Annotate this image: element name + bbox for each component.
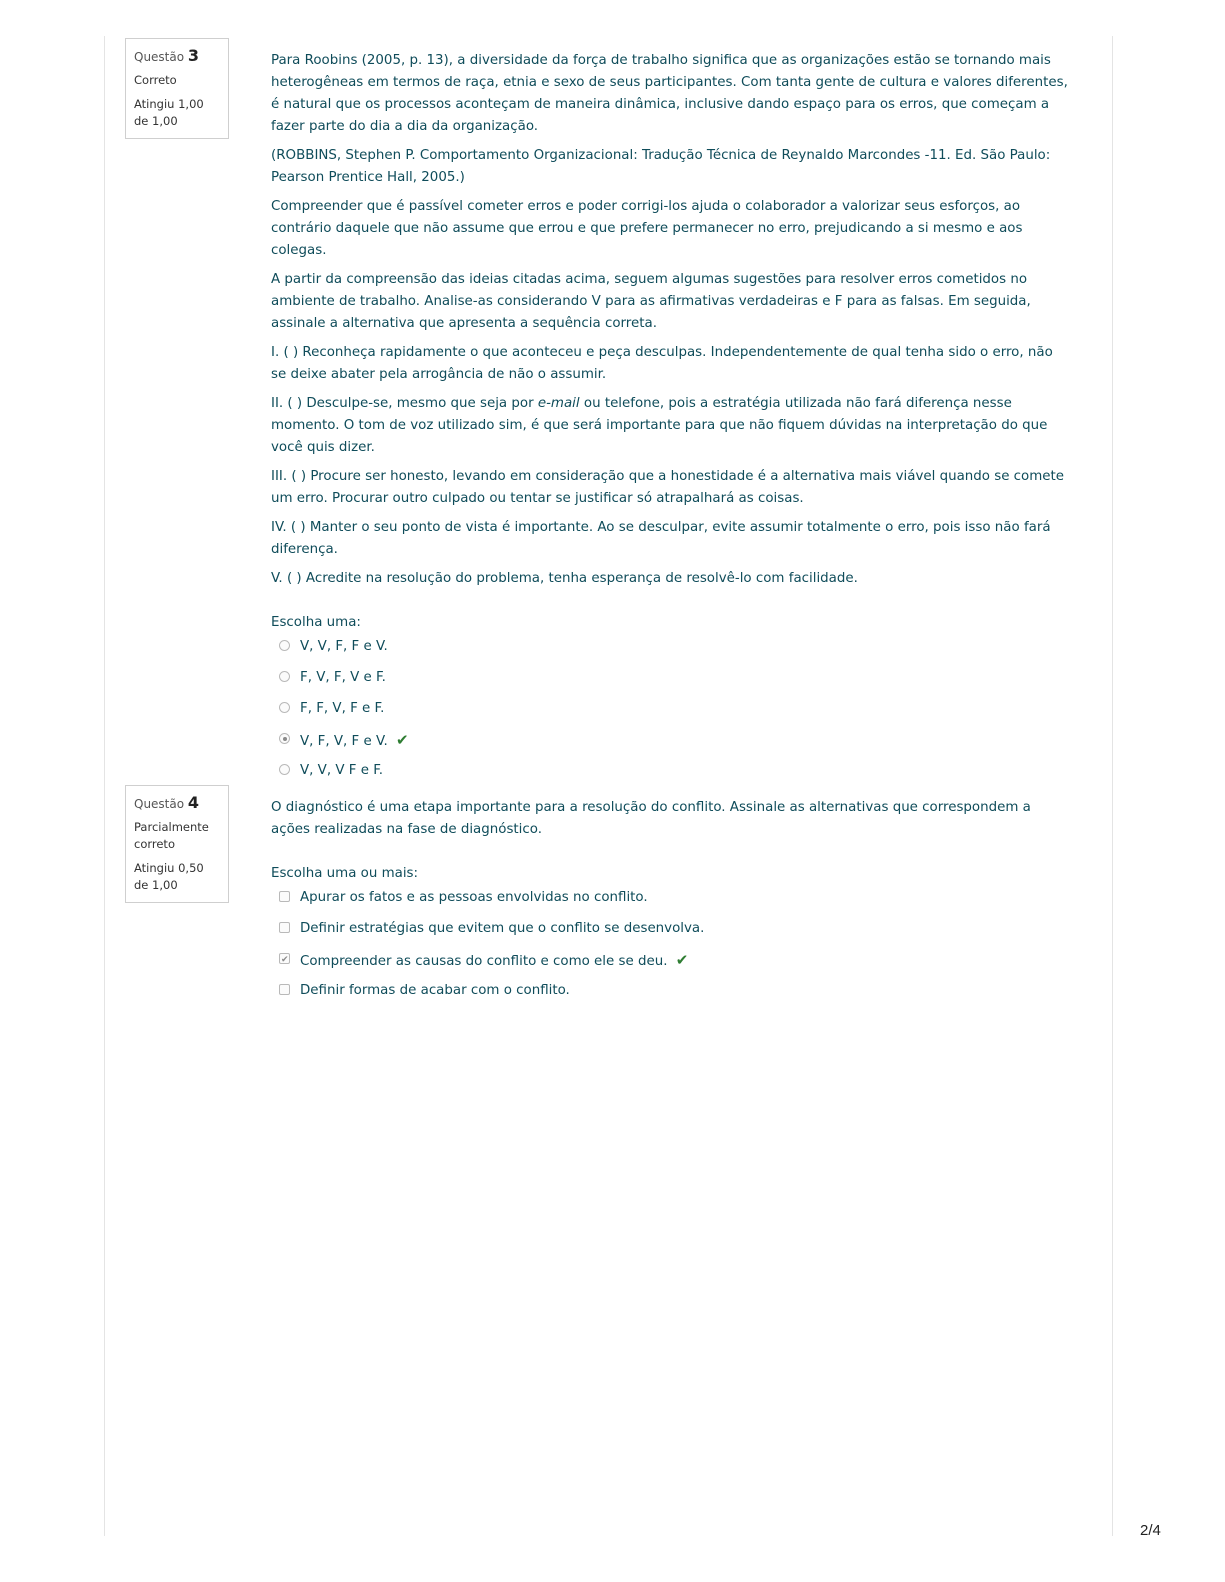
option-label: V, V, V F e F. [300, 763, 384, 778]
question-3-prompt: Escolha uma: [271, 615, 361, 630]
answer-option-selected[interactable] [271, 949, 1071, 980]
check-icon: ✔ [675, 951, 689, 969]
page-frame-left-border [104, 36, 105, 1536]
question-number: 3 [187, 46, 200, 65]
question-4-info [125, 785, 229, 903]
radio-button[interactable] [279, 764, 290, 775]
option-label: Compreender as causas do conflito e como ele se deu. [300, 954, 668, 969]
question-3-answer-options [271, 636, 1071, 791]
question-3-item-3: III. ( ) Procure ser honesto, levando em consideração que a honestidade é a alternativa mais viável quando se comete um erro. Procurar outro culpado ou tentar se justificar só atrapalhará as coisas. [271, 469, 1065, 506]
answer-option[interactable] [271, 667, 1071, 698]
answer-option[interactable] [271, 980, 1071, 1011]
question-number: 4 [187, 793, 200, 812]
radio-button[interactable] [279, 640, 290, 651]
question-3-grade: Atingiu 1,00 de 1,00 [134, 97, 204, 128]
question-3-formulation [271, 50, 1071, 791]
answer-option[interactable] [271, 887, 1071, 918]
checkbox[interactable] [279, 984, 290, 995]
question-4-prompt: Escolha uma ou mais: [271, 866, 419, 881]
question-3-item-5: V. ( ) Acredite na resolução do problema, tenha esperança de resolvê-lo com facilidade. [271, 571, 858, 586]
option-label: V, V, F, F e V. [300, 639, 388, 654]
checkbox[interactable] [279, 922, 290, 933]
answer-option-selected[interactable] [271, 729, 1071, 760]
question-3-paragraph: Para Roobins (2005, p. 13), a diversidade da força de trabalho significa que as organizações estão se tornando mais heterogêneas em termos de raça, etnia e sexo de seus participantes. Com tanta gente de cultura e valores diferentes, é natural que os processos aconteçam de maneira dinâmica, inclusive dando espaço para os erros, que começam a fazer parte do dia a dia da organização. [271, 53, 1068, 134]
option-label: F, F, V, F e F. [300, 701, 385, 716]
item-emphasis: e-mail [537, 396, 580, 411]
question-4-formulation [271, 797, 1071, 1011]
item-text: II. ( ) Desculpe-se, mesmo que seja por [271, 396, 538, 411]
question-3-paragraph: Compreender que é passível cometer erros e poder corrigi-los ajuda o colaborador a valorizar seus esforços, ao contrário daquele que não assume que errou e que prefere permanecer no erro, prejudicando a si mesmo e aos colegas. [271, 199, 1023, 258]
checkbox[interactable] [279, 891, 290, 902]
radio-button-checked[interactable] [279, 733, 290, 744]
question-3-state: Correto [134, 73, 177, 87]
radio-button[interactable] [279, 671, 290, 682]
check-icon: ✔ [395, 731, 409, 749]
question-4-number [134, 794, 220, 813]
question-3-info [125, 38, 229, 139]
checkbox-checked[interactable] [279, 953, 290, 964]
question-3-reference: (ROBBINS, Stephen P. Comportamento Organizacional: Tradução Técnica de Reynaldo Marcondes -11. Ed. São Paulo: Pearson Prentice Hall, 2005.) [271, 148, 1051, 185]
option-label: Apurar os fatos e as pessoas envolvidas no conflito. [300, 890, 648, 905]
question-3-paragraph: A partir da compreensão das ideias citadas acima, seguem algumas sugestões para resolver erros cometidos no ambiente de trabalho. Analise-as considerando V para as afirmativas verdadeiras e F para as falsas. Em seguida, assinale a alternativa que apresenta a sequência correta. [271, 272, 1031, 331]
option-label: F, V, F, V e F. [300, 670, 386, 685]
option-label: Definir formas de acabar com o conflito. [300, 983, 570, 998]
answer-option[interactable] [271, 760, 1071, 791]
question-4-state: Parcialmente correto [134, 820, 209, 851]
answer-option[interactable] [271, 698, 1071, 729]
question-label: Questão [134, 797, 185, 811]
page-number: 2/4 [1140, 1522, 1161, 1539]
question-label: Questão [134, 50, 185, 64]
item-text: ou telefone, pois a estratégia utilizada não fará diferença nesse momento. O tom de voz utilizado sim, é que será importante para que não fiquem dúvidas na interpretação do que você quis dizer. [271, 396, 1048, 455]
option-label: V, F, V, F e V. [300, 734, 388, 749]
page-frame-right-border [1112, 36, 1113, 1536]
answer-option[interactable] [271, 636, 1071, 667]
question-3-item-1: I. ( ) Reconheça rapidamente o que aconteceu e peça desculpas. Independentemente de qual tenha sido o erro, não se deixe abater pela arrogância de não o assumir. [271, 345, 1053, 382]
question-3-number [134, 47, 220, 66]
radio-button[interactable] [279, 702, 290, 713]
answer-option[interactable] [271, 918, 1071, 949]
question-4-text: O diagnóstico é uma etapa importante para a resolução do conflito. Assinale as alternativas que correspondem a ações realizadas na fase de diagnóstico. [271, 800, 1031, 837]
question-3-item-4: IV. ( ) Manter o seu ponto de vista é importante. Ao se desculpar, evite assumir totalmente o erro, pois isso não fará diferença. [271, 520, 1051, 557]
question-3-item-2 [271, 393, 1071, 459]
question-4-answer-options [271, 887, 1071, 1011]
option-label: Definir estratégias que evitem que o conflito se desenvolva. [300, 921, 705, 936]
question-4-grade: Atingiu 0,50 de 1,00 [134, 861, 204, 892]
